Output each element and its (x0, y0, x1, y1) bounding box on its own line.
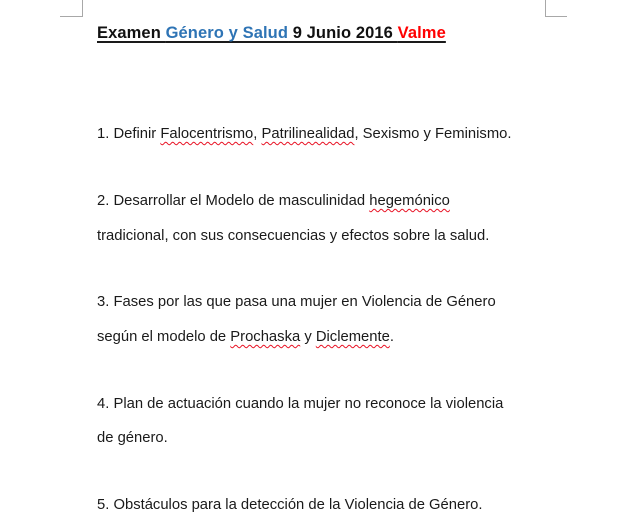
title-exam-label: Examen (97, 24, 166, 42)
misspelled-word[interactable]: Falocentrismo (160, 126, 254, 142)
title-date: 9 Junio 2016 (288, 24, 398, 42)
question-4-line-2: de género. (97, 430, 168, 446)
crop-mark-top-right-horizontal (545, 16, 567, 17)
misspelled-word[interactable]: Diclemente (315, 329, 390, 345)
crop-mark-top-right-vertical (545, 0, 546, 17)
question-3-line-2: según el modelo de Prochaska y Diclemente. (97, 329, 394, 345)
misspelled-word[interactable]: hegemónico (369, 193, 450, 209)
question-4-line-1: 4. Plan de actuación cuando la mujer no reconoce la violencia (97, 396, 504, 412)
crop-mark-top-left-horizontal (60, 16, 82, 17)
crop-mark-top-left-vertical (82, 0, 83, 17)
question-2-line-1: 2. Desarrollar el Modelo de masculinidad hegemónico (97, 193, 450, 209)
misspelled-word[interactable]: Patrilinealidad (261, 126, 355, 142)
question-1-line-1: 1. Definir Falocentrismo, Patrilinealidad, Sexismo y Feminismo. (97, 126, 512, 142)
misspelled-word[interactable]: Prochaska (230, 329, 301, 345)
question-2-line-2: tradicional, con sus consecuencias y efectos sobre la salud. (97, 228, 490, 244)
question-5-line-1: 5. Obstáculos para la detección de la Violencia de Género. (97, 497, 483, 513)
question-3-line-1: 3. Fases por las que pasa una mujer en Violencia de Género (97, 294, 496, 310)
title-subject: Género y Salud (165, 24, 289, 42)
document-title (97, 24, 446, 43)
title-location: Valme (397, 24, 446, 42)
